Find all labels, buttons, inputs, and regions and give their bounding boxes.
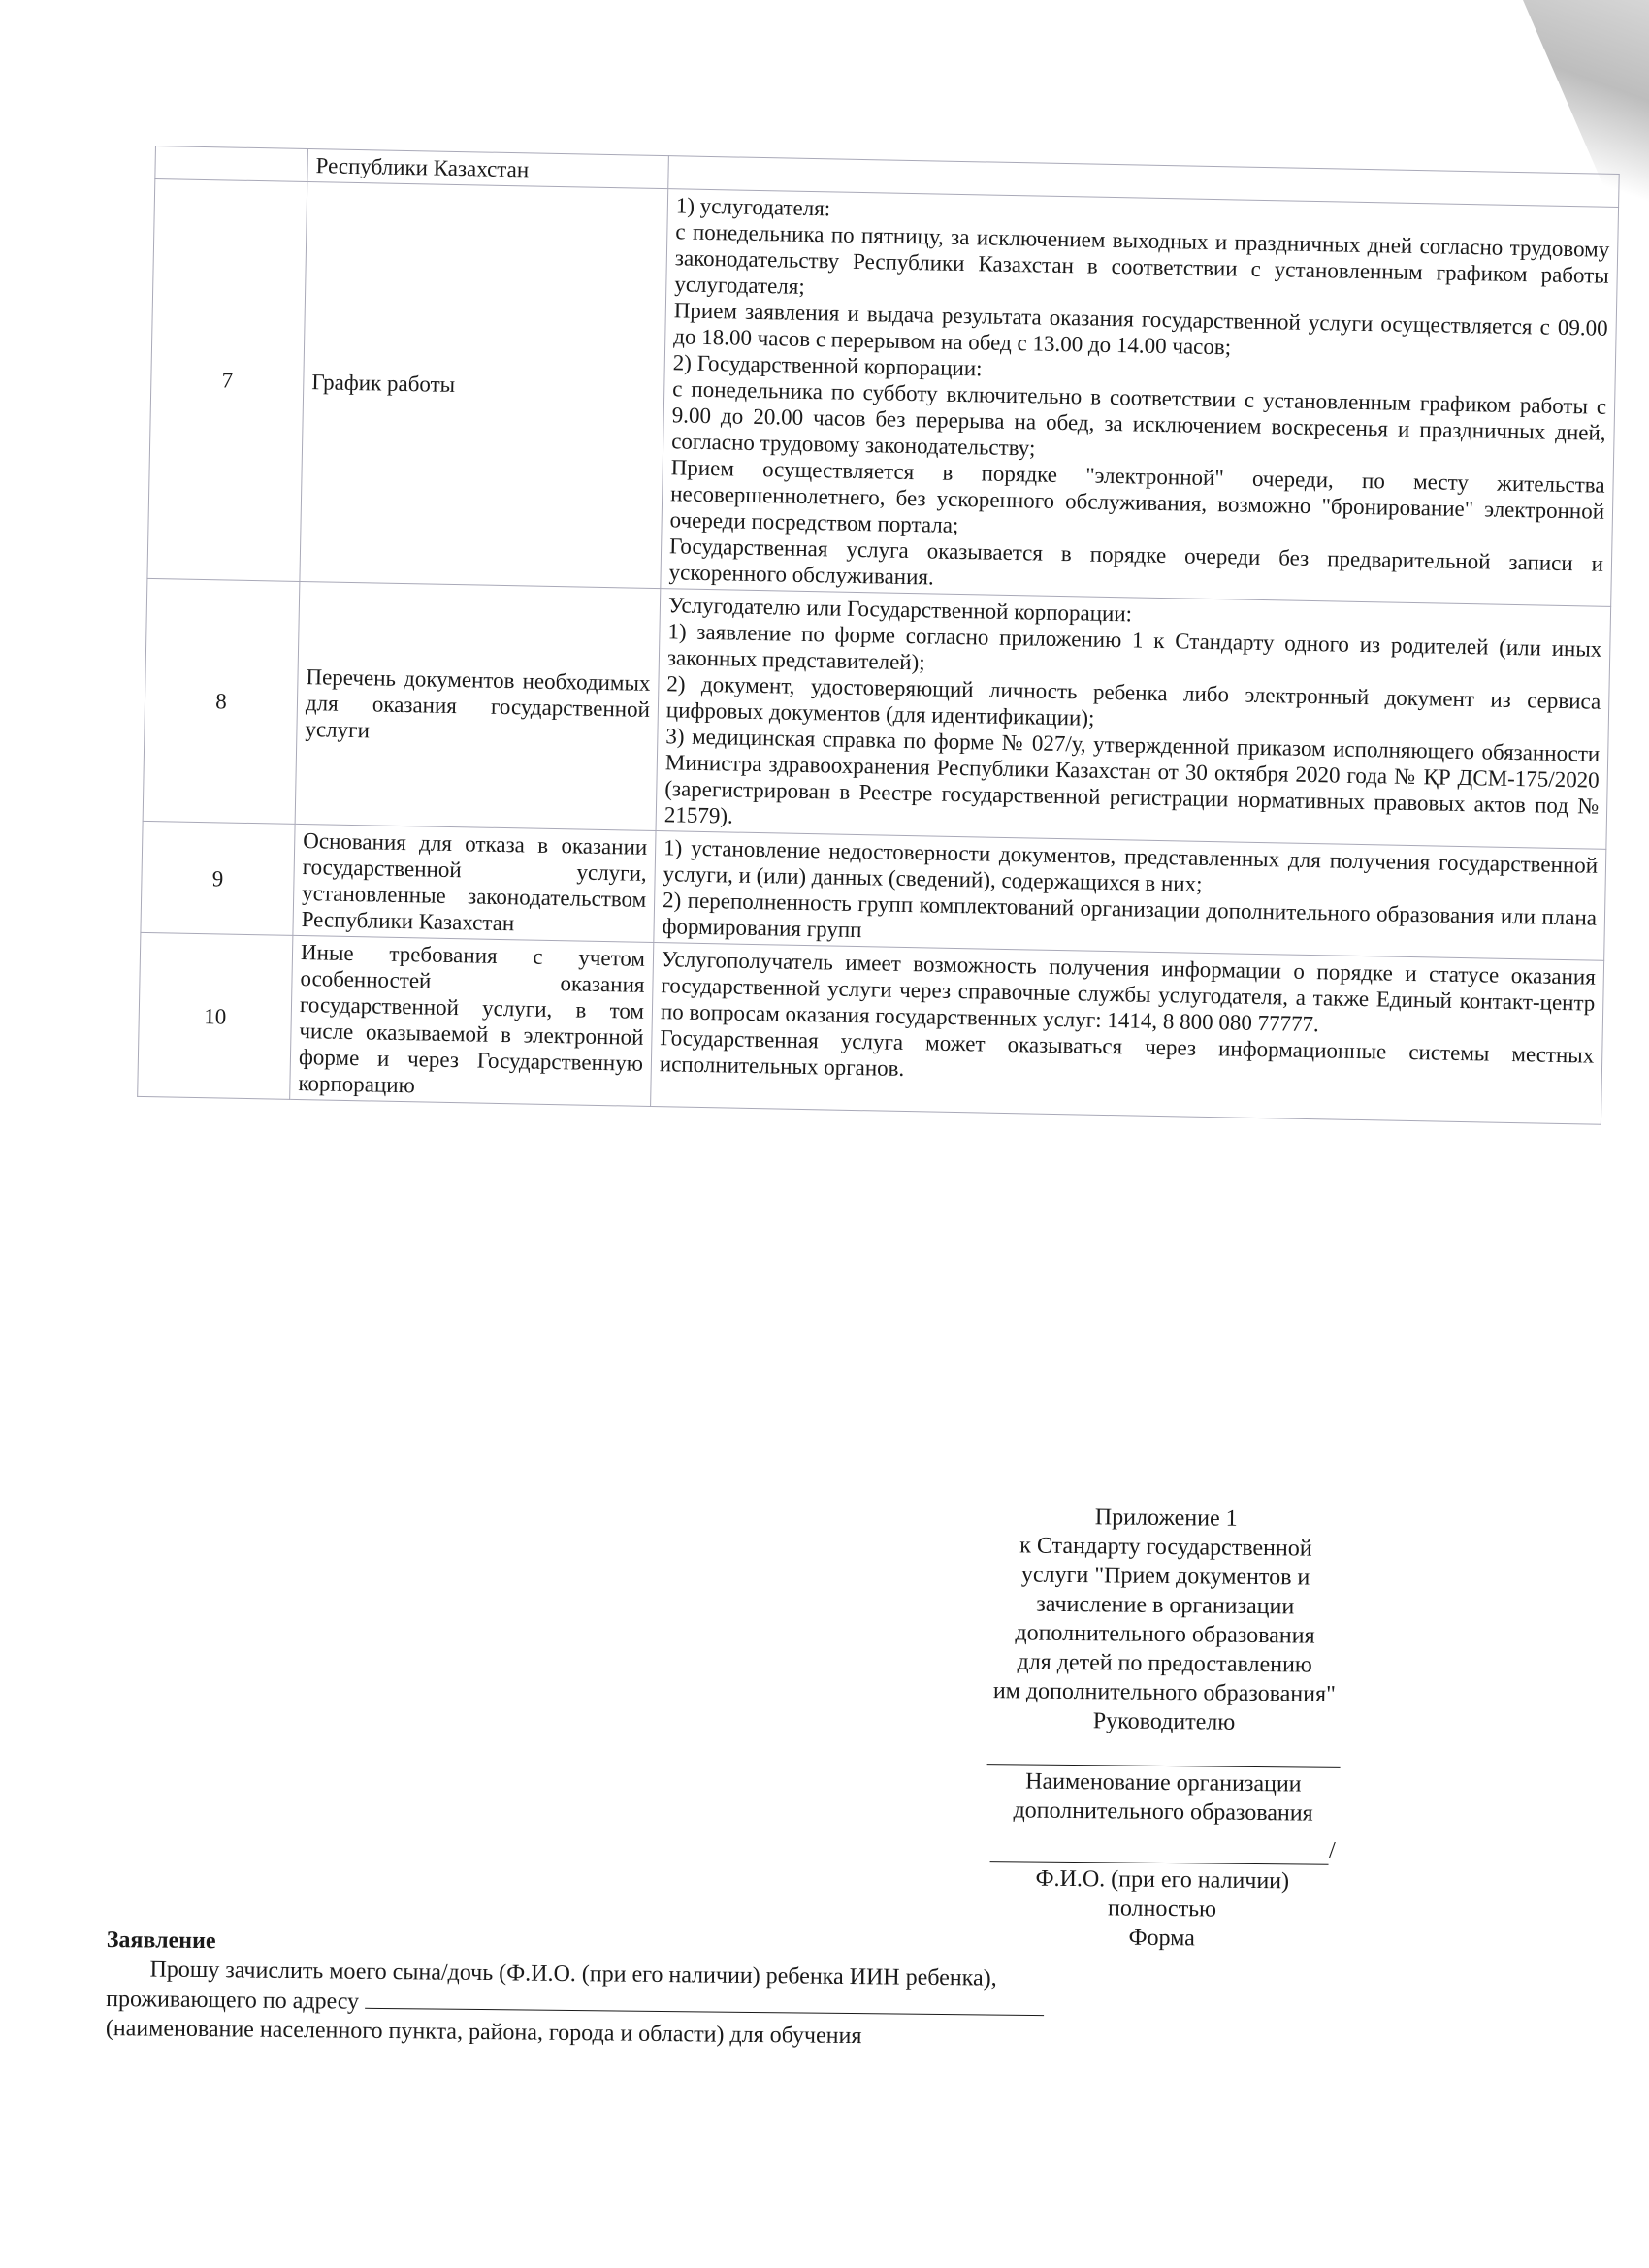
organization-caption: Наименование организации (1025, 1768, 1302, 1798)
value-line: 1) заявление по форме согласно приложению 1 к Стандарту одного из родителей (или иных законных представителей); (666, 619, 1602, 675)
table-cell-empty (155, 146, 308, 182)
row-value (661, 189, 1619, 607)
value-line: Государственная услуга может оказываться через информационные системы местных исполнительных органов. (659, 1025, 1595, 1081)
value-line: Прием осуществляется в порядке "электронной" очереди, по месту жительства несовершеннолетнего, без ускоренного обслуживания, возможно "бронирование" электронной очереди посредством портала; (669, 455, 1605, 537)
fio-blank-slash: / (1328, 1837, 1336, 1863)
value-line: 1) услугодателя: (675, 193, 831, 221)
value-line: 2) переполненность групп комплектований организации дополнительного образования или плана формирования групп (662, 888, 1598, 943)
value-line: 3) медицинская справка по форме № 027/у, утвержденной приказом исполняющего обязанности Министра здравоохранения Республики Казахстан от 30 октября 2020 года № ҚР ДСМ-175/2020 (зарегистрирован в Реестре государственной регистрации нормативных правовых актов под № 21579). (663, 724, 1600, 828)
statement-line: (наименование населенного пункта, района, города и области) для обучения (105, 2015, 862, 2050)
table-row-10 (138, 932, 1604, 1124)
fio-blank (990, 1832, 1336, 1865)
value-line: с понедельника по пятницу, за исключением выходных и праздничных дней согласно трудовому законодательству Республики Казахстан в соответствии с установленным графиком работы услугодателя; (674, 219, 1610, 299)
document-body (137, 146, 1620, 1125)
organization-name-blank (987, 1740, 1341, 1768)
appendix-line: им дополнительного образования" (992, 1678, 1336, 1707)
value-line: 2) документ, удостоверяющий личность ребенка либо электронный документ из сервиса цифровых документов (для идентификации); (665, 671, 1601, 730)
row-value (656, 589, 1611, 850)
appendix-line: услуги "Прием документов и (1020, 1562, 1310, 1591)
value-line: с понедельника по субботу включительно в соответствии с установленным графиком работы с 9.00 до 20.00 часов без перерыва на обед, за исключением воскресенья и праздничных дней, согласно трудовому законодательству; (671, 376, 1607, 461)
addressee-label: Руководителю (1092, 1708, 1236, 1735)
address-label: проживающего по адресу (106, 1986, 360, 2015)
value-line: Прием заявления и выдача результата оказания государственной услуги осуществляется с 09.00 до 18.00 часов с перерывом на обед с 13.00 до 14.00 часов; (673, 298, 1608, 360)
fio-caption: Ф.И.О. (при его наличии) (1035, 1865, 1290, 1895)
row-name: Основания для отказа в оказании государственной услуги, установленные законодательством Республики Казахстан (293, 824, 656, 942)
row-name: Иные требования с учетом особенностей оказания государственной услуги, в том числе оказываемой в электронной форме и через Государственную корпорацию (290, 935, 654, 1106)
value-line: Государственная услуга оказывается в порядке очереди без предварительной записи и ускоренного обслуживания. (668, 534, 1604, 590)
appendix-line: дополнительного образования (1015, 1620, 1315, 1649)
row-number: 10 (138, 932, 293, 1099)
row-value (651, 943, 1604, 1125)
row-value (654, 831, 1606, 961)
row-number: 9 (141, 821, 295, 935)
organization-caption: дополнительного образования (1013, 1798, 1313, 1827)
statement-line: Прошу зачислить моего сына/дочь (Ф.И.О. (при его наличии) ребенка ИИН ребенка), (149, 1957, 997, 1992)
fio-caption: полностью (1107, 1895, 1217, 1923)
appendix-line: зачисление в организации (1036, 1591, 1295, 1620)
service-standard-table (137, 146, 1620, 1125)
table-row-7 (147, 179, 1619, 607)
appendix-line: для детей по предоставлению (1017, 1649, 1312, 1678)
appendix-line: Приложение 1 (1094, 1505, 1238, 1532)
appendix-header (978, 1502, 1351, 1955)
row-number: 8 (143, 578, 300, 824)
value-line: Услугополучатель имеет возможность получения информации о порядке и статусе оказания государственной услуги через справочные службы услугодателя, а также Единый контакт-центр по вопросам оказания государственных услуг: 1414, 8 800 080 77777. (660, 947, 1597, 1037)
table-row-8 (143, 578, 1611, 849)
row-name: Перечень документов необходимых для оказания государственной услуги (295, 581, 661, 830)
value-line: 1) установление недостоверности документов, представленных для получения государственной услуги, и (или) данных (сведений), содержащихся в них; (663, 835, 1599, 896)
row-number: 7 (147, 179, 307, 582)
appendix-line: к Стандарту государственной (1019, 1533, 1312, 1562)
row-name: График работы (300, 182, 668, 589)
value-line: Услугодателю или Государственной корпорации: (667, 593, 1133, 627)
fio-blank-line (990, 1839, 1330, 1865)
statement-title: Заявление (106, 1927, 216, 1955)
statement-section (106, 1926, 1222, 2055)
table-cell-country: Республики Казахстан (307, 149, 669, 189)
form-label: Форма (1128, 1925, 1196, 1952)
value-line: 2) Государственной корпорации: (672, 350, 983, 381)
